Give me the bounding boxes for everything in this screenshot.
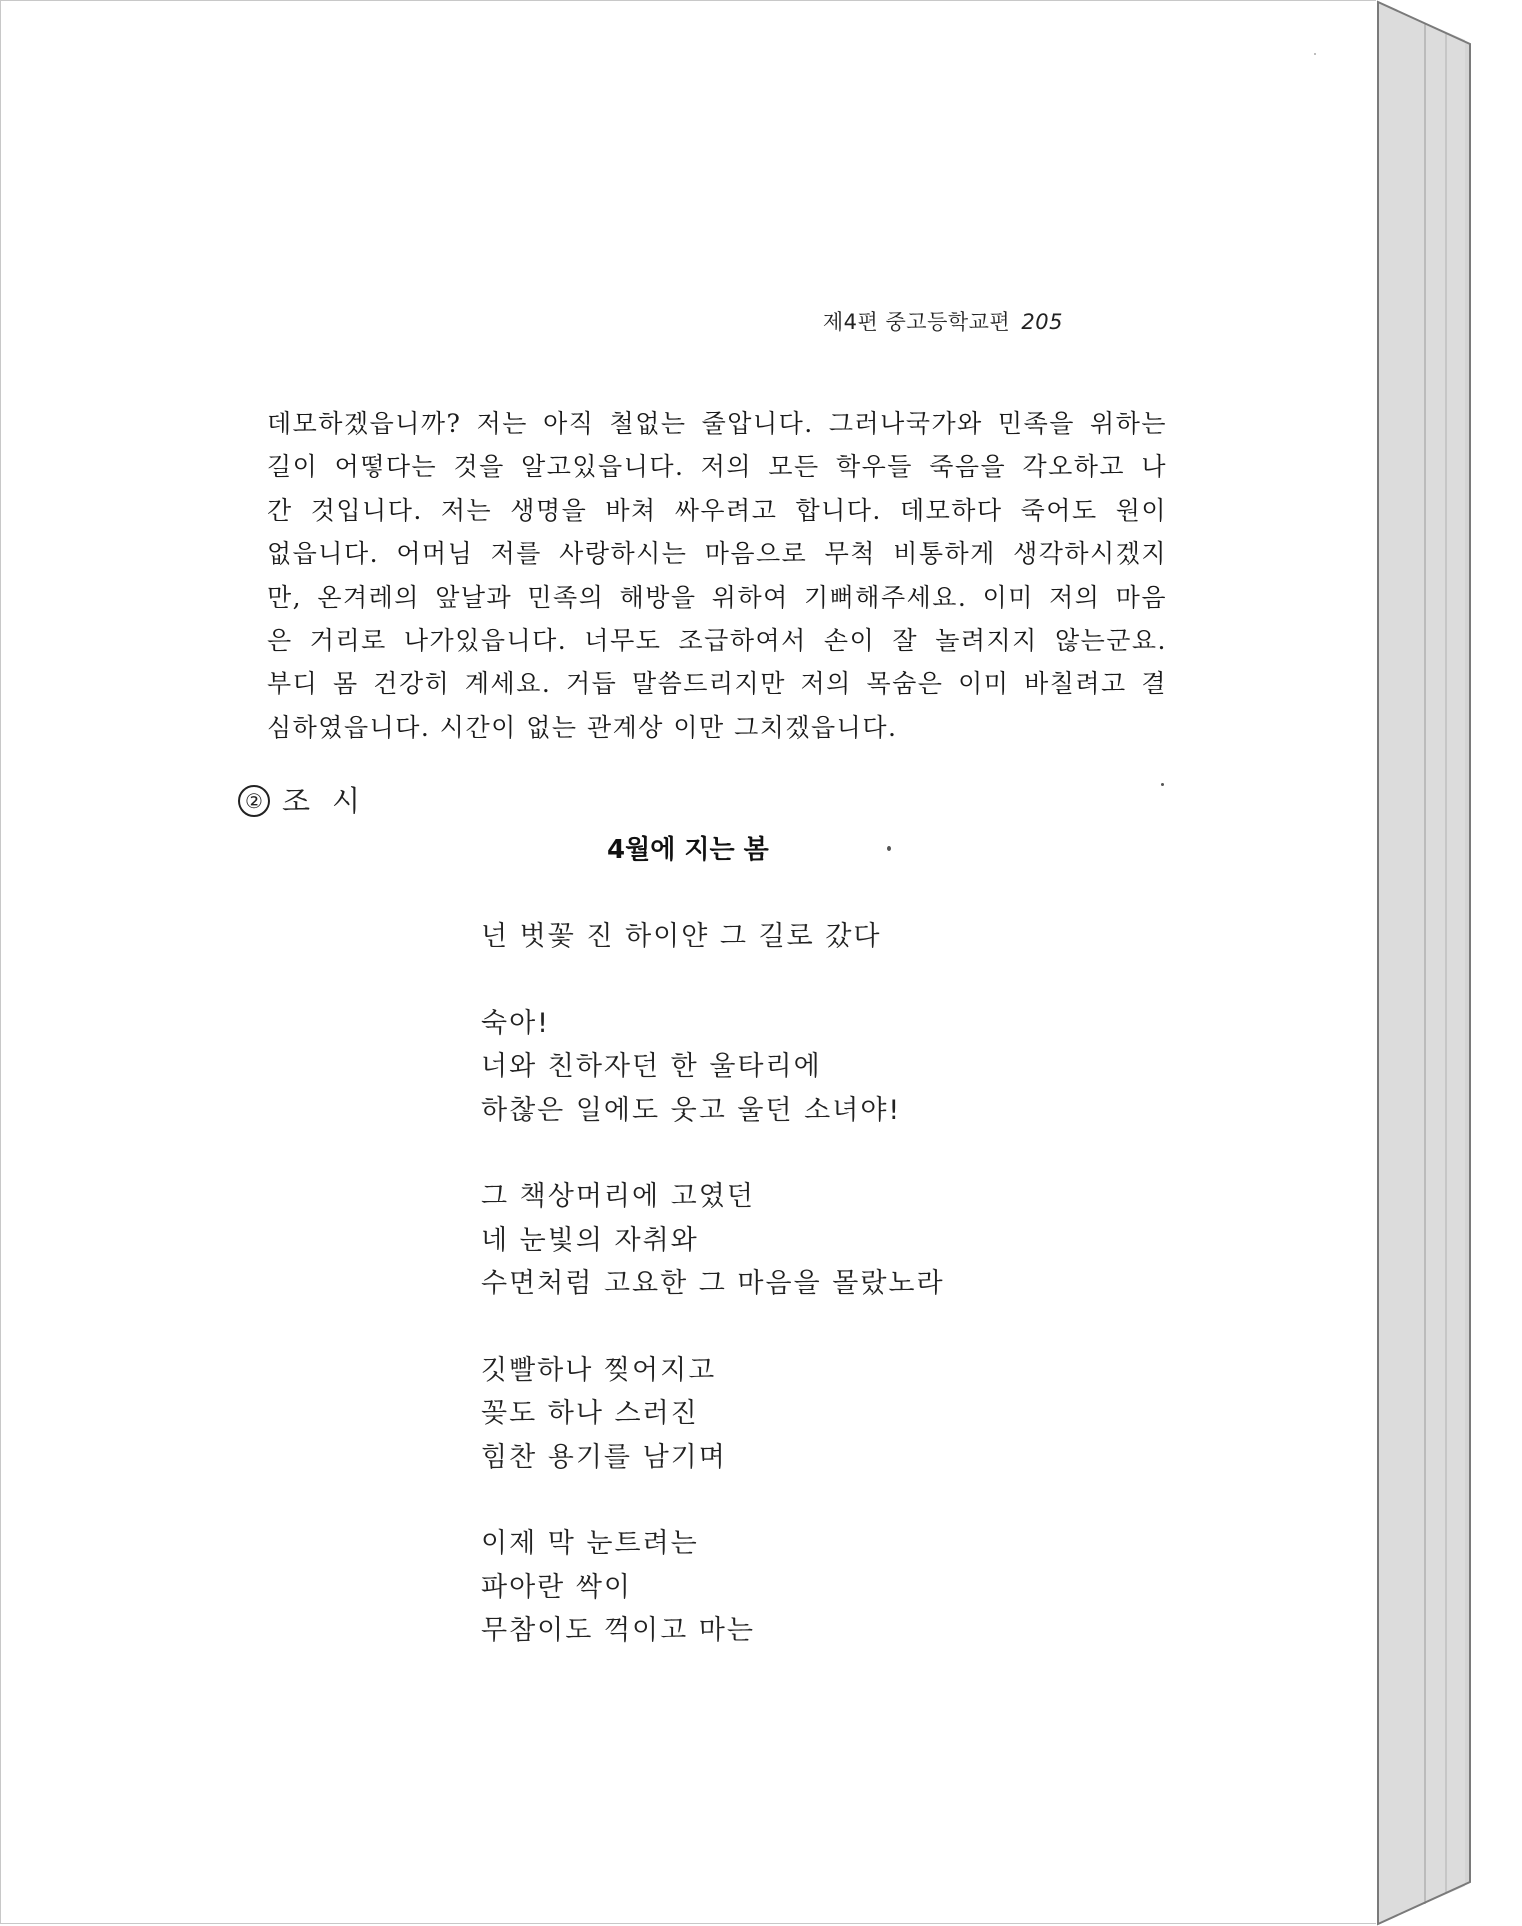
letter-line: 길이 어떻다는 것을 알고있읍니다. 저의 모든 학우들 죽음을 각오하고 나 bbox=[267, 452, 1167, 482]
letter-line: 간 것입니다. 저는 생명을 바쳐 싸우려고 합니다. 데모하다 죽어도 원이 bbox=[267, 495, 1167, 525]
poem-line: 꽂도 하나 스러진 bbox=[481, 1398, 699, 1429]
poem-line: 네 눈빛의 자취와 bbox=[481, 1224, 699, 1256]
poem-line: 수면처럼 고요한 그 마음을 몰랐노라 bbox=[481, 1268, 945, 1299]
header-section-title: 제4편 중고등학교편 bbox=[822, 310, 1011, 334]
letter-line: 심하였읍니다. 시간이 없는 관계상 이만 그치겠읍니다. bbox=[267, 712, 898, 742]
poem-line: 무참이도 꺽이고 마는 bbox=[481, 1615, 755, 1646]
poem-line: 너와 친하자던 한 울타리에 bbox=[481, 1051, 822, 1082]
poem-body bbox=[481, 915, 945, 1653]
poem-line: 하찮은 일에도 웃고 울던 소녀야! bbox=[481, 1094, 902, 1126]
letter-line: 부디 몸 건강히 계세요. 거듭 말씀드리지만 저의 목숨은 이미 바칠려고 결 bbox=[267, 669, 1167, 699]
poem-line: 파아란 싹이 bbox=[481, 1571, 632, 1603]
poem-line: 그 책상머리에 고였던 bbox=[481, 1181, 755, 1212]
section-heading bbox=[238, 779, 382, 820]
letter-text-block bbox=[267, 402, 1167, 749]
poem-line: 깃빨하나 찢어지고 bbox=[481, 1354, 717, 1386]
poem-stanza bbox=[481, 1002, 945, 1133]
poem-line: 넌 벗꽃 진 하이얀 그 길로 갔다 bbox=[481, 921, 882, 952]
page-header bbox=[823, 306, 1063, 336]
scan-speck bbox=[1314, 53, 1316, 55]
poem-line: 숙아! bbox=[481, 1007, 550, 1039]
page-number: 205 bbox=[1021, 310, 1063, 334]
section-label: 조시 bbox=[282, 784, 383, 818]
letter-line: 은 거리로 나가있읍니다. 너무도 조급하여서 손이 잘 놀려지지 않는군요. bbox=[267, 625, 1167, 655]
poem-stanza bbox=[481, 1349, 945, 1480]
poem-stanza bbox=[481, 915, 945, 959]
scan-speck bbox=[1161, 783, 1164, 786]
poem-line: 힘찬 용기를 남기며 bbox=[481, 1441, 727, 1473]
scan-speck bbox=[887, 846, 891, 851]
poem-stanza bbox=[481, 1522, 945, 1653]
poem-stanza bbox=[481, 1175, 945, 1306]
letter-line: 없읍니다. 어머님 저를 사랑하시는 마음으로 무척 비통하게 생각하시겠지 bbox=[267, 539, 1167, 569]
letter-line: 만, 온겨레의 앞날과 민족의 해방을 위하여 기뻐해주세요. 이미 저의 마음 bbox=[267, 582, 1167, 612]
letter-line: 데모하겠읍니까? 저는 아직 철없는 줄압니다. 그러나국가와 민족을 위하는 bbox=[267, 409, 1167, 438]
poem-line: 이제 막 눈트려는 bbox=[481, 1528, 699, 1559]
poem-title: 4월에 지는 봄 bbox=[607, 835, 769, 865]
section-number: ② bbox=[238, 785, 270, 817]
